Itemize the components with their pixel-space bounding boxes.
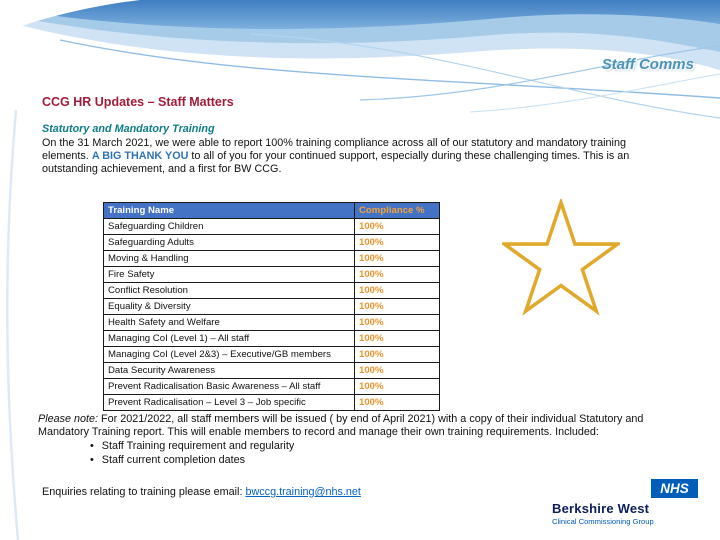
compliance-cell: 100% [355, 299, 440, 315]
table-row [104, 395, 440, 411]
training-compliance-table [103, 202, 440, 411]
intro-text-part1: On the 31 March 2021, we were able to report 100% training compliance across all of our statutory and mandatory training elements. [42, 137, 626, 163]
email-link[interactable]: bwccg.training@nhs.net [245, 486, 361, 498]
table-row [104, 267, 440, 283]
training-name-cell: Equality & Diversity [104, 299, 355, 315]
nhs-org-name: Berkshire West [552, 501, 650, 516]
training-name-cell: Prevent Radicalisation Basic Awareness – All staff [104, 379, 355, 395]
table-row [104, 363, 440, 379]
section-heading: Statutory and Mandatory Training [42, 123, 215, 135]
compliance-cell: 100% [355, 379, 440, 395]
intro-highlight: A BIG THANK YOU [91, 150, 189, 163]
enquiries-line [42, 486, 361, 498]
training-name-cell: Data Security Awareness [104, 363, 355, 379]
note-label: Please note: [38, 413, 99, 425]
table-row [104, 379, 440, 395]
bullet-item: • Staff Training requirement and regularity [90, 440, 690, 453]
compliance-cell: 100% [355, 235, 440, 251]
training-name-cell: Managing CoI (Level 1) – All staff [104, 331, 355, 347]
table-row [104, 331, 440, 347]
table-row [104, 283, 440, 299]
nhs-logo [548, 475, 702, 528]
training-name-cell: Health Safety and Welfare [104, 315, 355, 331]
note-paragraph [38, 413, 690, 467]
table-row [104, 251, 440, 267]
staff-comms-watermark: Staff Comms [601, 56, 694, 73]
intro-text-part2: to all of you for your continued support, especially during these challenging times. This is an outstanding achievement, and a first for BW CCG. [42, 150, 630, 176]
compliance-cell: 100% [355, 315, 440, 331]
compliance-cell: 100% [355, 331, 440, 347]
compliance-cell: 100% [355, 251, 440, 267]
training-name-cell: Safeguarding Adults [104, 235, 355, 251]
table-row [104, 347, 440, 363]
nhs-org-subtitle: Clinical Commissioning Group [552, 517, 654, 526]
page-title: CCG HR Updates – Staff Matters [42, 95, 234, 109]
table-row [104, 219, 440, 235]
table-row [104, 315, 440, 331]
nhs-logo-box: NHS [651, 479, 698, 498]
training-name-cell: Prevent Radicalisation – Level 3 – Job specific [104, 395, 355, 411]
training-name-cell: Safeguarding Children [104, 219, 355, 235]
compliance-cell: 100% [355, 267, 440, 283]
training-name-cell: Fire Safety [104, 267, 355, 283]
table-header-row [104, 203, 440, 219]
header-compliance: Compliance % [355, 203, 440, 219]
compliance-cell: 100% [355, 395, 440, 411]
intro-paragraph [42, 137, 674, 177]
training-name-cell: Conflict Resolution [104, 283, 355, 299]
table-row [104, 299, 440, 315]
training-name-cell: Managing CoI (Level 2&3) – Executive/GB members [104, 347, 355, 363]
star-icon [502, 199, 620, 317]
compliance-cell: 100% [355, 283, 440, 299]
bullet-item: • Staff current completion dates [90, 454, 690, 467]
table-row [104, 235, 440, 251]
compliance-cell: 100% [355, 219, 440, 235]
training-name-cell: Moving & Handling [104, 251, 355, 267]
enquiries-text: Enquiries relating to training please email: [42, 486, 246, 498]
header-training-name: Training Name [104, 203, 355, 219]
note-bullet-list [38, 440, 690, 467]
note-body: For 2021/2022, all staff members will be issued ( by end of April 2021) with a copy of their individual Statutory and Mandatory Training report. This will enable members to record and manage their own training requirements. Included: [38, 413, 644, 439]
compliance-cell: 100% [355, 363, 440, 379]
compliance-cell: 100% [355, 347, 440, 363]
